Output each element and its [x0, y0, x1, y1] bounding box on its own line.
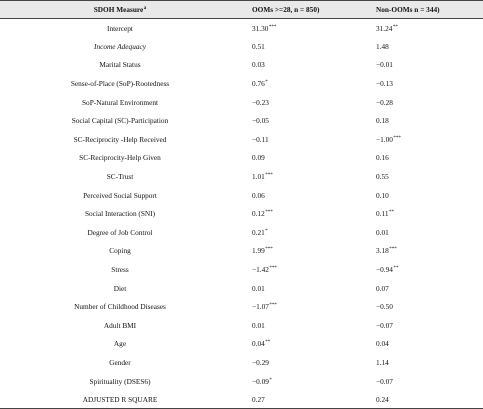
- non-ooms-coefficient: 0.07: [376, 283, 389, 293]
- header-sdoh-measure: [0, 1, 240, 19]
- measure-label: SC-Reciprocity-Help Given: [79, 153, 161, 163]
- table-row: [0, 130, 483, 149]
- measure-label: Spirituality (DSES6): [89, 376, 151, 386]
- non-ooms-coefficient: −0.94: [376, 265, 393, 275]
- ooms-coefficient: 0.51: [252, 41, 265, 51]
- table-row: [0, 204, 483, 223]
- non-ooms-value-cell: [366, 279, 483, 298]
- table-row: [0, 19, 483, 38]
- table-row: [0, 167, 483, 186]
- non-ooms-value-cell: [366, 297, 483, 316]
- non-ooms-coefficient: 0.18: [376, 116, 389, 126]
- non-ooms-value-cell: [366, 74, 483, 93]
- measure-label: Age: [113, 339, 127, 349]
- ooms-value-cell: [240, 167, 366, 186]
- non-ooms-coefficient: 1.14: [376, 357, 389, 367]
- non-ooms-value-cell: [366, 353, 483, 372]
- non-ooms-coefficient: 31.24: [376, 23, 393, 33]
- measure-label: Adult BMI: [103, 320, 137, 330]
- ooms-value-cell: [240, 372, 366, 391]
- non-ooms-coefficient: −0.50: [376, 302, 393, 312]
- ooms-significance: **: [265, 340, 271, 346]
- measure-label: SC-Reciprocity -Help Received: [73, 134, 167, 144]
- header-label: OOMs >=28, n = 850): [252, 5, 320, 14]
- ooms-coefficient: −0.05: [252, 116, 269, 126]
- non-ooms-value-cell: [366, 390, 483, 409]
- ooms-coefficient: 0.06: [252, 190, 265, 200]
- table-row: [0, 74, 483, 93]
- non-ooms-significance: ***: [393, 135, 401, 141]
- ooms-coefficient: 0.01: [252, 283, 265, 293]
- measure-label: SoP-Natural Environment: [82, 97, 158, 107]
- non-ooms-value-cell: [366, 19, 483, 38]
- measure-label: Marital Status: [99, 60, 141, 70]
- ooms-coefficient: 0.27: [252, 394, 265, 404]
- ooms-value-cell: [240, 93, 366, 112]
- ooms-coefficient: −0.29: [252, 357, 269, 367]
- ooms-value-cell: [240, 149, 366, 168]
- ooms-coefficient: 0.09: [252, 153, 265, 163]
- ooms-value-cell: [240, 242, 366, 261]
- ooms-significance: ***: [268, 24, 277, 30]
- measure-label: Sense-of-Place (SoP)-Rootedness: [70, 79, 170, 89]
- non-ooms-coefficient: 0.01: [376, 227, 389, 237]
- non-ooms-coefficient: −0.28: [376, 97, 393, 107]
- non-ooms-value-cell: [366, 242, 483, 261]
- measure-label: Coping: [109, 246, 131, 256]
- non-ooms-value-cell: [366, 37, 483, 56]
- non-ooms-coefficient: 0.10: [376, 190, 389, 200]
- ooms-significance: ***: [269, 303, 277, 309]
- non-ooms-coefficient: −0.07: [376, 376, 393, 386]
- ooms-significance: *: [265, 80, 268, 86]
- ooms-coefficient: 0.04: [252, 339, 265, 349]
- non-ooms-value-cell: [366, 335, 483, 354]
- table-row: [0, 56, 483, 75]
- table-row: [0, 335, 483, 354]
- measure-cell: [0, 297, 240, 316]
- measure-label: Degree of Job Control: [87, 227, 153, 237]
- non-ooms-coefficient: 1.48: [376, 41, 389, 51]
- measure-cell: [0, 335, 240, 354]
- ooms-coefficient: −0.11: [252, 134, 269, 144]
- measure-label: Diet: [113, 283, 127, 293]
- ooms-value-cell: [240, 37, 366, 56]
- measure-label: Income Adequacy: [94, 41, 146, 51]
- non-ooms-coefficient: 0.16: [376, 153, 389, 163]
- non-ooms-value-cell: [366, 167, 483, 186]
- ooms-value-cell: [240, 335, 366, 354]
- ooms-coefficient: 0.12: [252, 209, 265, 219]
- ooms-value-cell: [240, 74, 366, 93]
- non-ooms-coefficient: 0.55: [376, 172, 389, 182]
- table-row: [0, 186, 483, 205]
- measure-label: Perceived Social Support: [83, 190, 157, 200]
- measure-cell: [0, 149, 240, 168]
- non-ooms-value-cell: [366, 372, 483, 391]
- ooms-significance: ***: [265, 210, 273, 216]
- ooms-value-cell: [240, 111, 366, 130]
- header-non-ooms: [366, 1, 483, 19]
- ooms-coefficient: 31.30: [252, 23, 269, 33]
- ooms-value-cell: [240, 316, 366, 335]
- header-ooms: [240, 1, 366, 19]
- measure-cell: [0, 223, 240, 242]
- measure-label: Number of Childhood Diseases: [74, 302, 166, 312]
- ooms-significance: ***: [265, 247, 273, 253]
- ooms-significance: *: [269, 377, 272, 383]
- ooms-value-cell: [240, 19, 366, 38]
- ooms-coefficient: −1.07: [252, 302, 269, 312]
- ooms-significance: *: [265, 228, 268, 234]
- table-row: [0, 390, 483, 409]
- measure-label: Intercept: [107, 23, 133, 33]
- ooms-coefficient: −0.23: [252, 97, 269, 107]
- non-ooms-coefficient: −0.13: [376, 79, 393, 89]
- non-ooms-value-cell: [366, 260, 483, 279]
- non-ooms-coefficient: −0.07: [376, 320, 393, 330]
- ooms-value-cell: [240, 390, 366, 409]
- measure-label: Stress: [111, 265, 129, 275]
- non-ooms-coefficient: 0.11: [376, 209, 389, 219]
- table-row: [0, 111, 483, 130]
- non-ooms-coefficient: −1.00: [376, 134, 393, 144]
- measure-cell: [0, 260, 240, 279]
- measure-cell: [0, 93, 240, 112]
- measure-cell: [0, 56, 240, 75]
- non-ooms-value-cell: [366, 223, 483, 242]
- table-row: [0, 242, 483, 261]
- measure-cell: [0, 353, 240, 372]
- ooms-value-cell: [240, 223, 366, 242]
- non-ooms-value-cell: [366, 316, 483, 335]
- table-row: [0, 37, 483, 56]
- header-label: Non-OOMs n = 344): [376, 5, 440, 14]
- table-row: [0, 223, 483, 242]
- measure-cell: [0, 37, 240, 56]
- ooms-value-cell: [240, 279, 366, 298]
- measure-label: Gender: [109, 357, 131, 367]
- non-ooms-significance: **: [389, 210, 394, 216]
- measure-label: SC-Trust: [106, 172, 134, 182]
- ooms-coefficient: −0.09: [252, 376, 269, 386]
- non-ooms-coefficient: 0.04: [376, 339, 389, 349]
- table-row: [0, 149, 483, 168]
- ooms-value-cell: [240, 56, 366, 75]
- measure-cell: [0, 111, 240, 130]
- ooms-value-cell: [240, 130, 366, 149]
- measure-cell: [0, 167, 240, 186]
- table-header: [0, 1, 483, 19]
- measure-label: ADJUSTED R SQUARE: [82, 394, 158, 404]
- non-ooms-value-cell: [366, 56, 483, 75]
- measure-cell: [0, 130, 240, 149]
- non-ooms-value-cell: [366, 93, 483, 112]
- measure-cell: [0, 186, 240, 205]
- ooms-significance: ***: [269, 266, 277, 272]
- measure-cell: [0, 316, 240, 335]
- measure-cell: [0, 242, 240, 261]
- non-ooms-value-cell: [366, 204, 483, 223]
- measure-cell: [0, 372, 240, 391]
- ooms-value-cell: [240, 353, 366, 372]
- ooms-value-cell: [240, 186, 366, 205]
- table-row: [0, 279, 483, 298]
- non-ooms-value-cell: [366, 149, 483, 168]
- header-footnote-marker: a: [143, 6, 147, 11]
- ooms-coefficient: 1.01: [252, 172, 265, 182]
- ooms-coefficient: −1.42: [252, 265, 269, 275]
- table-row: [0, 372, 483, 391]
- non-ooms-significance: **: [392, 24, 398, 30]
- header-row: [0, 1, 483, 19]
- ooms-value-cell: [240, 204, 366, 223]
- measure-cell: [0, 74, 240, 93]
- non-ooms-coefficient: 3.18: [376, 246, 389, 256]
- measure-label: Social Capital (SC)-Participation: [71, 116, 169, 126]
- ooms-significance: ***: [265, 173, 273, 179]
- non-ooms-coefficient: 0.24: [376, 394, 389, 404]
- non-ooms-significance: **: [393, 266, 399, 272]
- table-row: [0, 93, 483, 112]
- non-ooms-value-cell: [366, 186, 483, 205]
- ooms-value-cell: [240, 297, 366, 316]
- table-row: [0, 353, 483, 372]
- measure-cell: [0, 19, 240, 38]
- ooms-value-cell: [240, 260, 366, 279]
- measure-label: Social Interaction (SNI): [84, 209, 156, 219]
- non-ooms-value-cell: [366, 111, 483, 130]
- non-ooms-significance: ***: [389, 247, 397, 253]
- non-ooms-value-cell: [366, 130, 483, 149]
- ooms-coefficient: 0.76: [252, 79, 265, 89]
- ooms-coefficient: 1.99: [252, 246, 265, 256]
- measure-cell: [0, 390, 240, 409]
- ooms-coefficient: 0.03: [252, 60, 265, 70]
- table-body: [0, 19, 483, 409]
- non-ooms-coefficient: −0.01: [376, 60, 393, 70]
- measure-cell: [0, 204, 240, 223]
- table-row: [0, 297, 483, 316]
- ooms-coefficient: 0.01: [252, 320, 265, 330]
- table-row: [0, 316, 483, 335]
- table-row: [0, 260, 483, 279]
- ooms-coefficient: 0.21: [252, 227, 265, 237]
- header-label: SDOH Measure: [93, 5, 144, 14]
- measure-cell: [0, 279, 240, 298]
